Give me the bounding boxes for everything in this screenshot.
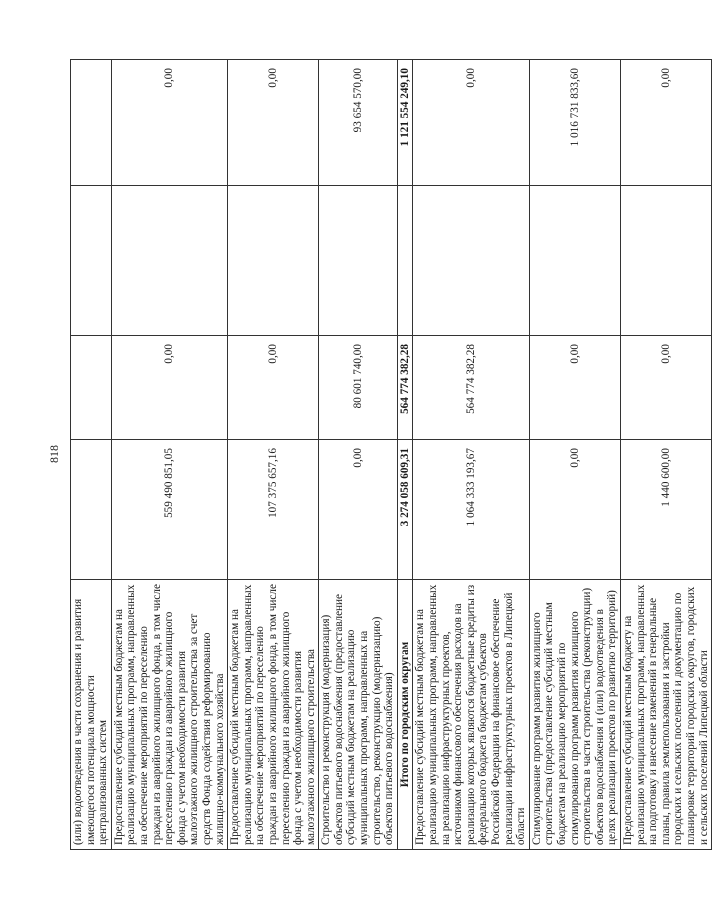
amount-cell-1: 559 490 851,05: [111, 440, 227, 580]
table-row: [620, 60, 711, 850]
amount-cell-4: 0,00: [413, 60, 529, 186]
amount-cell-1: 0,00: [529, 440, 620, 580]
table-total-row: [397, 60, 413, 850]
budget-table-body: [71, 60, 712, 850]
row-description: Стимулирование программ развития жилищного строительства (предоставление субсидий местным бюджетам на реализацию мероприятий по стимулированию программ развития жилищного строительства в части строительства (реконструкции) объектов водоснабжения и (или) водоотведения в целях реализации проектов по развитию территорий): [529, 580, 620, 850]
amount-cell-2: 564 774 382,28: [397, 336, 413, 440]
amount-cell-4: 1 121 554 249,10: [397, 60, 413, 186]
page-number: 818: [46, 445, 61, 463]
amount-cell-2: 0,00: [228, 336, 319, 440]
amount-cell-3: [111, 186, 227, 336]
rotated-table-container: [70, 60, 710, 850]
amount-cell-4: 93 654 570,00: [319, 60, 398, 186]
row-description: (или) водоотведения в части сохранения и развития имеющегося потенциала мощности централизованных систем: [71, 580, 112, 850]
row-description: Предоставление субсидий местным бюджетам на реализацию муниципальных программ, направленных на обеспечение мероприятий по переселению граждан из аварийного жилищного фонда, в том числе переселению граждан из аварийного жилищного фонда с учетом необходимости развития малоэтажного жилищного строительства: [228, 580, 319, 850]
amount-cell-3: [529, 186, 620, 336]
amount-cell-4: [71, 60, 112, 186]
budget-table-region: [70, 60, 710, 850]
amount-cell-2: 0,00: [111, 336, 227, 440]
amount-cell-2: 80 601 740,00: [319, 336, 398, 440]
row-description: Предоставление субсидий местным бюджетам на реализацию муниципальных программ, направленных на обеспечение мероприятий по переселению граждан из аварийного жилищного фонда, в том числе переселению граждан из аварийного жилищного фонда с учетом необходимости развития малоэтажного жилищного строительства за счет средств Фонда содействия реформированию жилищно-коммунального хозяйства: [111, 580, 227, 850]
row-description: Предоставление субсидий местным бюджетам на реализацию муниципальных программ, направленных на реализацию инфраструктурных проектов, источником финансового обеспечения расходов на реализацию которых являются бюджетные кредиты из федерального бюджета бюджетам субъектов Российской Федерации на финансовое обеспечение реализации инфраструктурных проектов в Липецкой области: [413, 580, 529, 850]
table-row: [71, 60, 112, 850]
amount-cell-3: [228, 186, 319, 336]
table-row: [111, 60, 227, 850]
amount-cell-3: [413, 186, 529, 336]
amount-cell-2: 0,00: [529, 336, 620, 440]
amount-cell-1: [71, 440, 112, 580]
amount-cell-2: 564 774 382,28: [413, 336, 529, 440]
table-row: [319, 60, 398, 850]
amount-cell-4: 0,00: [111, 60, 227, 186]
table-row: [413, 60, 529, 850]
amount-cell-4: 0,00: [228, 60, 319, 186]
amount-cell-1: 0,00: [319, 440, 398, 580]
amount-cell-3: [71, 186, 112, 336]
amount-cell-1: 107 375 657,16: [228, 440, 319, 580]
amount-cell-4: 0,00: [620, 60, 711, 186]
amount-cell-2: [71, 336, 112, 440]
amount-cell-1: 1 440 600,00: [620, 440, 711, 580]
amount-cell-3: [319, 186, 398, 336]
row-description: Итого по городским округам: [397, 580, 413, 850]
table-row: [529, 60, 620, 850]
amount-cell-4: 1 016 731 833,60: [529, 60, 620, 186]
amount-cell-3: [620, 186, 711, 336]
amount-cell-1: 3 274 058 609,31: [397, 440, 413, 580]
row-description: Строительство и реконструкция (модернизация) объектов питьевого водоснабжения (предоставление субсидий местным бюджетам на реализацию муниципальных программ, направленных на строительство, реконструкцию (модернизацию) объектов питьевого водоснабжения): [319, 580, 398, 850]
row-description: Предоставление субсидий местным бюджету на реализацию муниципальных программ, направленных на подготовку и внесение изменений в генеральные планы, правила землепользования и застройки городских и сельских поселений и документацию по планировке территорий городских округов, городских и сельских поселений Липецкой области: [620, 580, 711, 850]
table-row: [228, 60, 319, 850]
amount-cell-3: [397, 186, 413, 336]
amount-cell-2: 0,00: [620, 336, 711, 440]
budget-table: [70, 59, 712, 850]
amount-cell-1: 1 064 333 193,67: [413, 440, 529, 580]
